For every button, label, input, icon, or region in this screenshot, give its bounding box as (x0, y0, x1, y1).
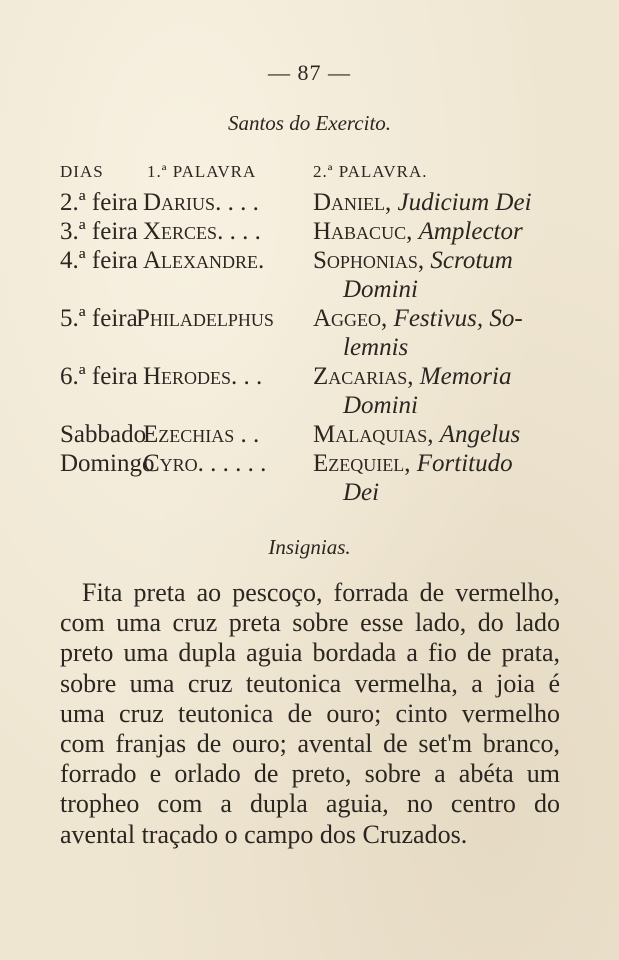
table-row (60, 420, 570, 449)
table-row (60, 217, 570, 246)
table-row (60, 449, 570, 478)
row-second-word (313, 449, 513, 478)
row-saint-name: Daniel, (313, 189, 392, 216)
table-row (60, 304, 570, 333)
row-second-word (313, 420, 520, 449)
section-title: Santos do Exercito. (227, 111, 392, 135)
row-continuation (60, 333, 570, 362)
row-first-word: Xerces. . . . (143, 218, 261, 245)
row-second-word (313, 362, 511, 391)
row-latin-phrase: Amplector (418, 218, 523, 245)
row-saint-name: Sophonias, (313, 247, 425, 274)
row-first-word: Darius. . . . (143, 189, 259, 216)
table-row (60, 188, 570, 217)
row-day: 2.ª feira (60, 189, 138, 216)
saints-table (60, 156, 570, 507)
row-first-word: Alexandre. (143, 247, 265, 274)
row-latin-phrase: Angelus (439, 421, 521, 448)
row-saint-name: Habacuc, (313, 218, 413, 245)
row-saint-name: Ezequiel, (313, 450, 411, 477)
row-latin-continuation: Dei (343, 479, 380, 506)
row-latin-phrase: Memoria (419, 363, 512, 390)
row-second-word (313, 246, 513, 275)
row-day: Domingo (60, 450, 155, 477)
row-day: 3.ª feira (60, 218, 138, 245)
row-latin-continuation: Domini (343, 392, 418, 419)
row-first-word: Ezechias . . (143, 421, 260, 448)
row-first-word: Cyro. . . . . . (143, 450, 267, 477)
row-day: 5.ª feira (60, 305, 138, 332)
row-continuation (60, 478, 570, 507)
table-header-row (60, 156, 570, 188)
row-latin-phrase: Judicium Dei (397, 189, 532, 216)
row-latin-phrase: Scrotum (430, 247, 513, 274)
row-latin-continuation: Domini (343, 276, 418, 303)
header-second-word: 2.ª PALAVRA. (313, 162, 428, 181)
row-day: Sabbado (60, 421, 147, 448)
row-second-word (313, 188, 532, 217)
row-saint-name: Malaquias, (313, 421, 434, 448)
row-continuation (60, 275, 570, 304)
insignia-heading: Insignias. (268, 535, 351, 559)
row-saint-name: Aggeo, (313, 305, 388, 332)
row-day: 4.ª feira (60, 247, 138, 274)
header-first-word: 1.ª PALAVRA (147, 162, 257, 181)
row-latin-continuation: lemnis (343, 334, 409, 361)
row-first-word: Herodes. . . (143, 363, 263, 390)
row-second-word (313, 217, 523, 246)
row-saint-name: Zacarias, (313, 363, 414, 390)
row-continuation (60, 391, 570, 420)
row-second-word (313, 304, 523, 333)
insignia-paragraph: Fita preta ao pescoço, forrada de vermelho, com uma cruz preta sobre esse lado, do lado preto uma dupla aguia bordada a fio de prata, sobre uma cruz teutonica vermelha, a joia é uma cruz teutonica de ouro; cinto vermelho com franjas de ouro; avental de set'm branco, forrado e orlado de preto, sobre a abéta um tropheo com a dupla aguia, no centro do avental traçado o campo dos Cruzados. (60, 578, 560, 849)
page-number: — 87 — (268, 60, 351, 85)
row-first-word: Philadelphus (136, 305, 274, 332)
header-days: DIAS (60, 162, 104, 181)
row-latin-phrase: Festivus, So- (393, 305, 523, 332)
table-row (60, 246, 570, 275)
table-row (60, 362, 570, 391)
row-day: 6.ª feira (60, 363, 138, 390)
row-latin-phrase: Fortitudo (416, 450, 513, 477)
